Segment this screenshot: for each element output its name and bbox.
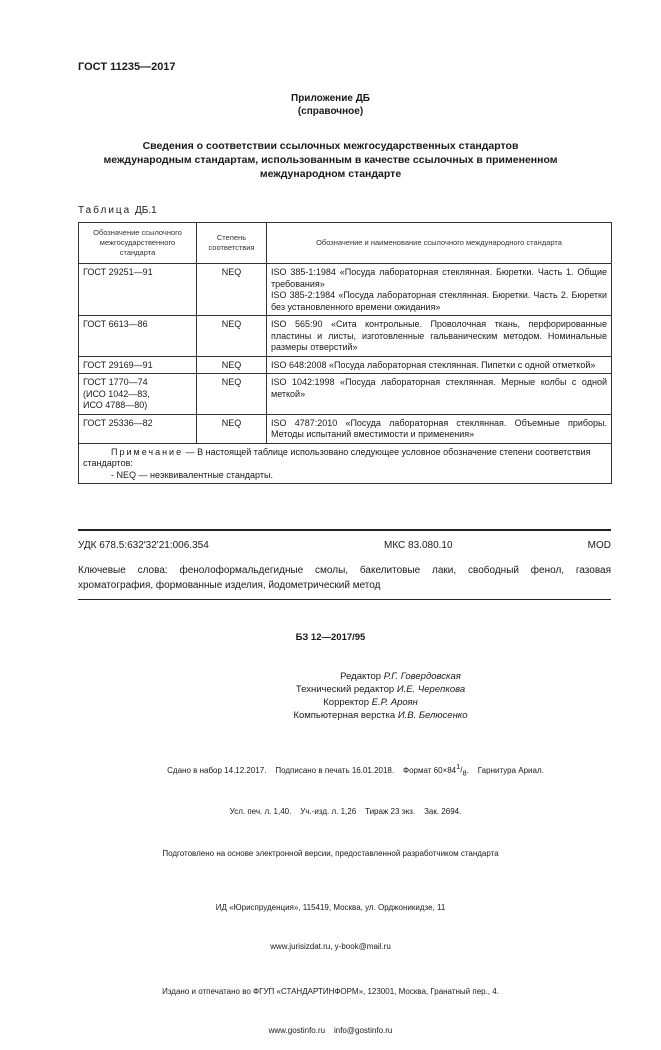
main-title-line-1: Сведения о соответствии ссылочных межгосударственных стандартов — [142, 140, 519, 152]
publishing-info — [78, 734, 583, 1050]
pub-line-5: www.jurisizdat.ru, y-book@mail.ru — [270, 942, 391, 952]
cell-degree: NEQ — [197, 264, 267, 316]
main-title-line-3: международном стандарте — [259, 168, 402, 180]
reference-table — [78, 222, 612, 484]
appendix-subtitle: (справочное) — [297, 106, 364, 117]
credit-name: И.Е. Черепкова — [396, 684, 466, 695]
cell-gost: ГОСТ 25336—82 — [79, 414, 197, 443]
note-body: — В настоящей таблице использовано следующее условное обозначение степени соответствия стандартов: — [83, 446, 591, 468]
note-item: - NEQ — неэквивалентные стандарты. — [111, 469, 273, 480]
main-title — [78, 139, 583, 181]
cell-iso-line: ISO 385-1:1984 «Посуда лабораторная стеклянная. Бюретки. Часть 1. Общие требования» — [271, 267, 607, 289]
credit-line — [78, 696, 583, 709]
pub-line-1-text: Сдано в набор 14.12.2017. Подписано в печать 16.01.2018. Формат 60×84 — [167, 765, 457, 775]
header-iso: Обозначение и наименование ссылочного международного стандарта — [267, 223, 612, 264]
pub-line-3: Подготовлено на основе электронной версии, предоставленной разработчиком стандарта — [162, 849, 499, 859]
pub-line-1-end: . Гарнитура Ариал. — [466, 765, 544, 775]
udk-code: УДК 678.5:632'32'21:006.354 — [78, 540, 209, 551]
format-frac-num: 1 — [456, 762, 461, 771]
table-note-row — [79, 443, 612, 484]
cell-iso: ISO 565:90 «Сита контрольные. Проволочная ткань, перфорированные пластины и листы, изготовленные гальваническим методом. Номинальные размеры отверстий» — [267, 316, 612, 357]
cell-gost: ГОСТ 29251—91 — [79, 264, 197, 316]
cell-degree: NEQ — [197, 316, 267, 357]
pub-line-1: Сдано в набор 14.12.2017. Подписано в печать 16.01.2018. Формат $60\times 84^1/_8$. Гарнитура Ариал. — [167, 762, 544, 778]
appendix-title — [78, 92, 583, 118]
table-label-word: Таблица — [78, 205, 132, 216]
credit-line — [78, 683, 583, 696]
header-degree: Степень соответствия — [197, 223, 267, 264]
cell-gost: ГОСТ 1770—74 (ИСО 1042—83, ИСО 4788—80) — [79, 374, 197, 415]
header-gost: Обозначение ссылочного межгосударственного стандарта — [79, 223, 197, 264]
pub-line-2: Усл. печ. л. 1,40. Уч.-изд. л. 1,26 Тираж 23 экз. Зак. 2694. — [229, 807, 462, 817]
table-row — [79, 356, 612, 374]
credit-role: Корректор — [323, 697, 369, 708]
divider-top — [78, 529, 611, 531]
format-frac-den: 8 — [462, 768, 467, 778]
mks-code: МКС 83.080.10 — [384, 540, 453, 551]
note-text — [83, 447, 607, 470]
pub-line-4: ИД «Юриспруденция», 115419, Москва, ул. Орджоникидзе, 11 — [215, 903, 446, 913]
credit-role: Технический редактор — [295, 684, 395, 695]
cell-iso: ISO 4787:2010 «Посуда лабораторная стеклянная. Объемные приборы. Методы испытаний вместимости и применения» — [267, 414, 612, 443]
note-head: Примечание — [111, 446, 184, 457]
pub-line-7: www.gostinfo.ru info@gostinfo.ru — [268, 1026, 393, 1036]
cell-degree: NEQ — [197, 414, 267, 443]
credits — [78, 670, 583, 722]
appendix-title-line: Приложение ДБ — [291, 93, 370, 104]
cell-degree: NEQ — [197, 356, 267, 374]
table-note — [79, 443, 612, 484]
table-row — [79, 414, 612, 443]
issue-number: БЗ 12—2017/95 — [295, 632, 366, 643]
cell-iso-line: ISO 385-2:1984 «Посуда лабораторная стеклянная. Бюретки. Часть 2. Бюретки без установленного времени ожидания» — [271, 290, 607, 312]
document-code: ГОСТ 11235—2017 — [78, 61, 176, 73]
table-row — [79, 264, 612, 316]
cell-gost: ГОСТ 6613—86 — [79, 316, 197, 357]
credit-role: Компьютерная верстка — [293, 710, 396, 721]
cell-iso: ISO 1042:1998 «Посуда лабораторная стеклянная. Мерные колбы с одной меткой» — [267, 374, 612, 415]
table-header-row — [79, 223, 612, 264]
keywords: Ключевые слова: фенолоформальдегидные смолы, бакелитовые лаки, свободный фенол, газовая хроматография, формованные изделия, йодометрический метод — [78, 565, 611, 591]
credit-name: И.В. Белюсенко — [397, 710, 468, 721]
divider-bottom — [78, 599, 611, 600]
table-label — [78, 205, 157, 216]
main-title-line-2: международным стандартам, использованным в качестве ссылочных в примененном — [103, 154, 558, 166]
mod-label: MOD — [587, 540, 611, 551]
credit-name: Р.Г. Говердовская — [383, 671, 461, 682]
credit-line — [78, 670, 583, 683]
table-row — [79, 374, 612, 415]
table-row — [79, 316, 612, 357]
pub-line-6: Издано и отпечатано во ФГУП «СТАНДАРТИНФОРМ», 123001, Москва, Гранатный пер., 4. — [162, 987, 499, 997]
cell-iso — [267, 264, 612, 316]
credit-role: Редактор — [340, 671, 382, 682]
cell-degree: NEQ — [197, 374, 267, 415]
credit-line — [78, 709, 583, 722]
cell-gost: ГОСТ 29169—91 — [79, 356, 197, 374]
credit-name: Е.Р. Ароян — [371, 697, 418, 708]
cell-iso: ISO 648:2008 «Посуда лабораторная стеклянная. Пипетки с одной отметкой» — [267, 356, 612, 374]
table-label-number: ДБ.1 — [135, 205, 157, 216]
